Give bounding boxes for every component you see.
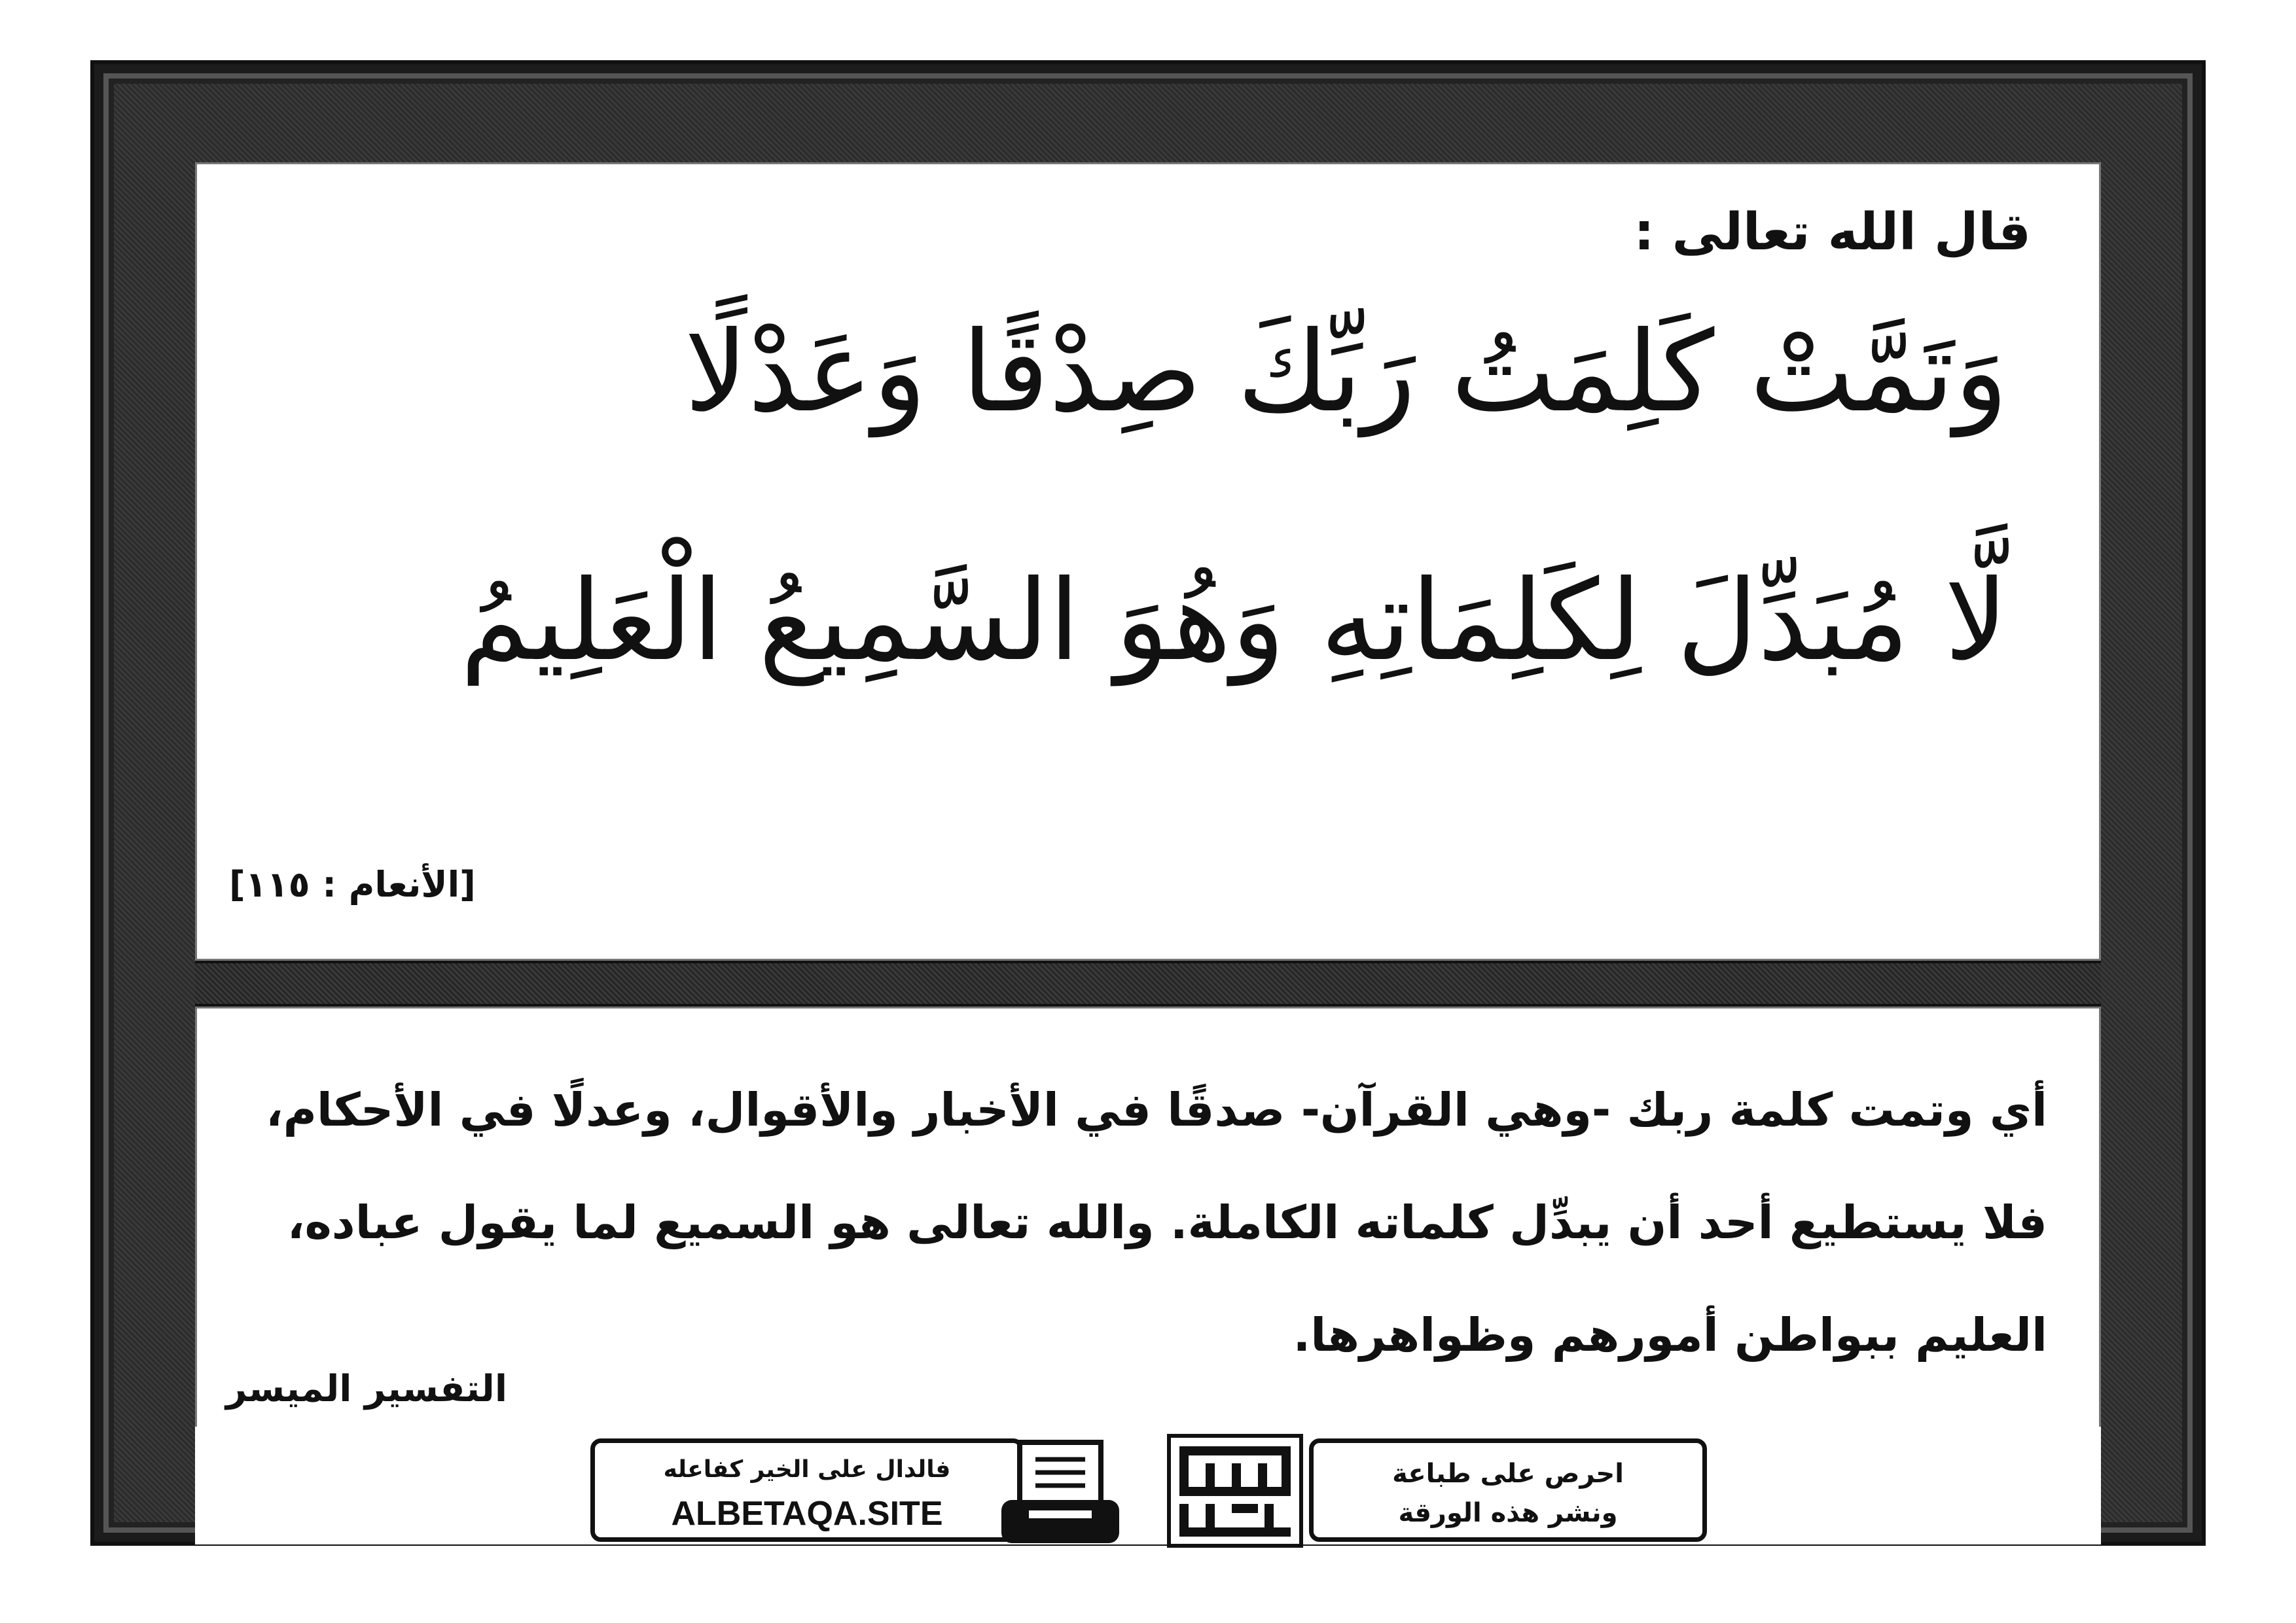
verse-reference: [الأنعام : ١١٥]	[229, 864, 476, 905]
panel-divider	[195, 961, 2101, 1007]
footer-print-line-2: ونشر هذه الورقة	[1398, 1498, 1618, 1528]
logo-icon	[1166, 1433, 1304, 1548]
tafsir-text	[228, 1054, 2047, 1391]
footer-print-line-1: احرص على طباعة	[1392, 1459, 1624, 1489]
tafsir-line-3: العليم ببواطن أمورهم وظواهرها.	[1293, 1308, 2047, 1362]
verse-intro: قال الله تعالى :	[1634, 203, 2031, 262]
tafsir-source: التفسير الميسر	[226, 1368, 508, 1410]
tafsir-line-2: فلا يستطيع أحد أن يبدِّل كلماته الكاملة. والله تعالى هو السميع لما يقول عباده،	[287, 1196, 2047, 1249]
footer-website-box	[590, 1438, 1024, 1542]
verse-line-2: لَّا مُبَدِّلَ لِكَلِمَاتِهِ وَهُوَ السَّمِيعُ الْعَلِيمُ	[460, 556, 2008, 686]
footer-motto: فالدال على الخير كفاعله	[663, 1456, 951, 1483]
footer-website: ALBETAQA.SITE	[671, 1495, 943, 1533]
printer-icon	[995, 1437, 1126, 1548]
footer-strip	[195, 1427, 2101, 1544]
footer-print-box	[1309, 1438, 1707, 1542]
tafsir-line-1: أي وتمت كلمة ربك -وهي القرآن- صدقًا في الأخبار والأقوال، وعدلًا في الأحكام،	[265, 1083, 2047, 1137]
verse-line-1: وَتَمَّتْ كَلِمَتُ رَبِّكَ صِدْقًا وَعَدْلًا	[684, 308, 2008, 437]
